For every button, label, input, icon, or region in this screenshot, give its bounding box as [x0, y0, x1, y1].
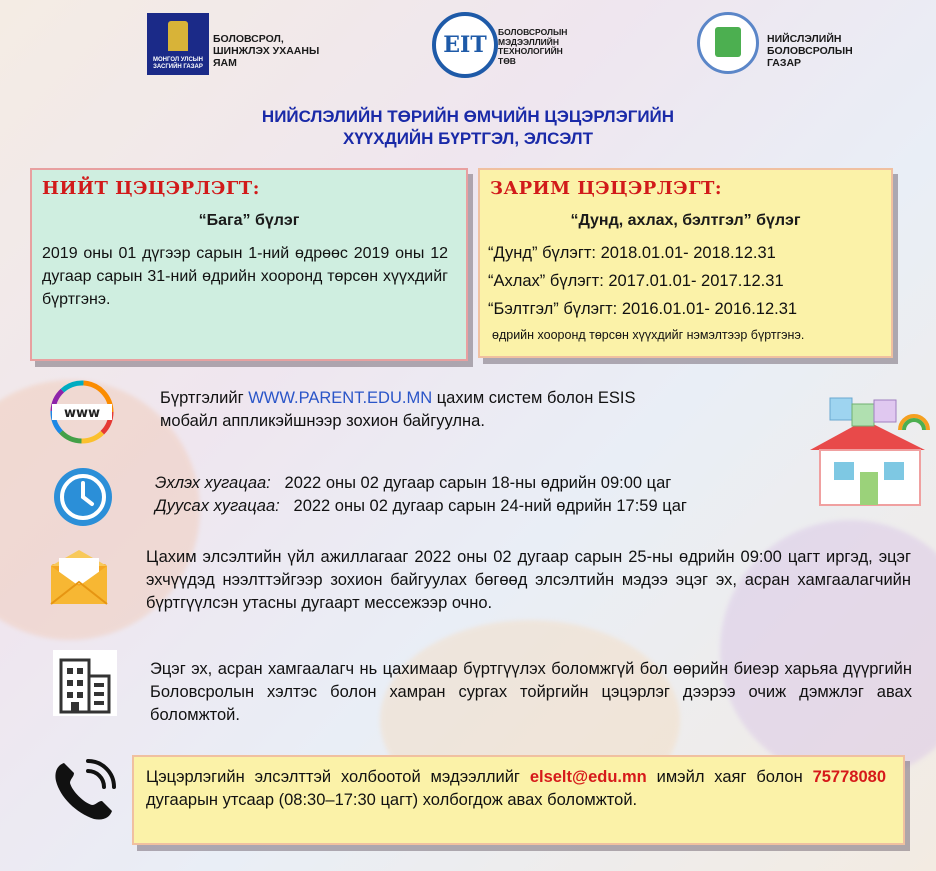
www-globe-icon — [50, 380, 114, 444]
card-group: “Дунд, ахлах, бэлтгэл” бүлэг — [570, 212, 801, 229]
parent-edu-link[interactable]: WWW.PARENT.EDU.MN — [248, 389, 433, 407]
enrollment-info: Цахим элсэлтийн үйл ажиллагааг 2022 оны 02 дугаар сарын 25-ны өдрийн 09:00 цагт иргэд, эцэг эхчүүдэд нээлттэйгээр зохион байгуулах бөгөөд элсэлтийн мэдээ эцэг эх, асран хамгаалагчийн бүртгүүлсэн утасны дугаарт мессежээр очно. — [146, 548, 911, 612]
clock-icon — [52, 466, 114, 528]
card-group: “Бага” бүлэг — [198, 212, 300, 229]
contact-box — [132, 755, 905, 845]
soyombo-emblem-icon — [168, 21, 188, 51]
ministry-name: БОЛОВСРОЛ, ШИНЖЛЭХ УХААНЫ ЯАМ — [213, 33, 320, 69]
city-education-name: НИЙСЛЭЛИЙН БОЛОВСРОЛЫН ГАЗАР — [767, 33, 853, 69]
group-date-line: “Дунд” бүлэгт: 2018.01.01- 2018.12.31 — [488, 244, 776, 262]
contact-info: Цэцэрлэгийн элсэлттэй холбоотой мэдээллийг elselt@edu.mn имэйл хаяг болон 75778080 дугаарын утсаар (08:30–17:30 цагт) холбогдож авах боломжтой. — [146, 768, 886, 809]
some-kindergartens-card — [478, 168, 893, 358]
book-icon — [715, 27, 741, 57]
envelope-icon — [49, 548, 109, 608]
phone-icon — [50, 757, 118, 825]
card-note: өдрийн хооронд төрсөн хүүхдийг нэмэлтээр бүртгэнэ. — [492, 328, 805, 342]
card-body: 2019 оны 01 дүгээр сарын 1-ний өдрөөс 2019 оны 12 дугаар сарын 31-ний өдрийн хооронд төрсөн хүүхдийг бүртгэнэ. — [42, 245, 448, 308]
registration-info: Бүртгэлийг WWW.PARENT.EDU.MN цахим систем болон ESIS мобайл аппликэйшнээр зохион байгуулна. — [160, 389, 636, 430]
schedule-info: Эхлэх хугацаа: 2022 оны 02 дугаар сарын 18-ны өдрийн 09:00 цаг Дуусах хугацаа: 2022 оны 02 дугаар сарын 24-ний өдрийн 17:59 цаг — [155, 474, 687, 515]
contact-email-link[interactable]: elselt@edu.mn — [529, 768, 647, 786]
kindergarten-house-icon — [800, 390, 930, 520]
in-person-info: Эцэг эх, асран хамгаалагч нь цахимаар бүртгүүлэх боломжгүй бол өөрийн биеэр харьяа дүүргийн Боловсролын хэлтэс болон хамран сургах тойргийн цэцэрлэг дээрээ очиж дэмжлэг авах боломжтой. — [150, 660, 912, 724]
contact-phone-number[interactable]: 75778080 — [812, 768, 886, 786]
card-heading: НИЙТ ЦЭЦЭРЛЭГТ: — [42, 178, 260, 199]
all-kindergartens-card — [30, 168, 468, 361]
card-heading: ЗАРИМ ЦЭЦЭРЛЭГТ: — [490, 178, 723, 199]
city-education-logo — [697, 12, 759, 74]
page-title: НИЙСЛЭЛИЙН ТӨРИЙН ӨМЧИЙН ЦЭЦЭРЛЭГИЙН ХҮҮХДИЙН БҮРТГЭЛ, ЭЛСЭЛТ — [261, 107, 675, 148]
eit-logo: EIT — [432, 12, 498, 78]
header — [0, 0, 936, 95]
eit-center-name: БОЛОВСРОЛЫН МЭДЭЭЛЛИЙН ТЕХНОЛОГИЙН ТӨВ — [498, 27, 568, 66]
building-icon — [53, 650, 117, 716]
mongolia-government-logo — [147, 13, 209, 75]
logo-caption: МОНГОЛ УЛСЫН ЗАСГИЙН ГАЗАР — [153, 57, 203, 70]
svg-text:www: www — [63, 406, 101, 421]
group-date-line: “Бэлтгэл” бүлэгт: 2016.01.01- 2016.12.31 — [488, 300, 798, 318]
group-date-line: “Ахлах” бүлэгт: 2017.01.01- 2017.12.31 — [488, 272, 784, 290]
